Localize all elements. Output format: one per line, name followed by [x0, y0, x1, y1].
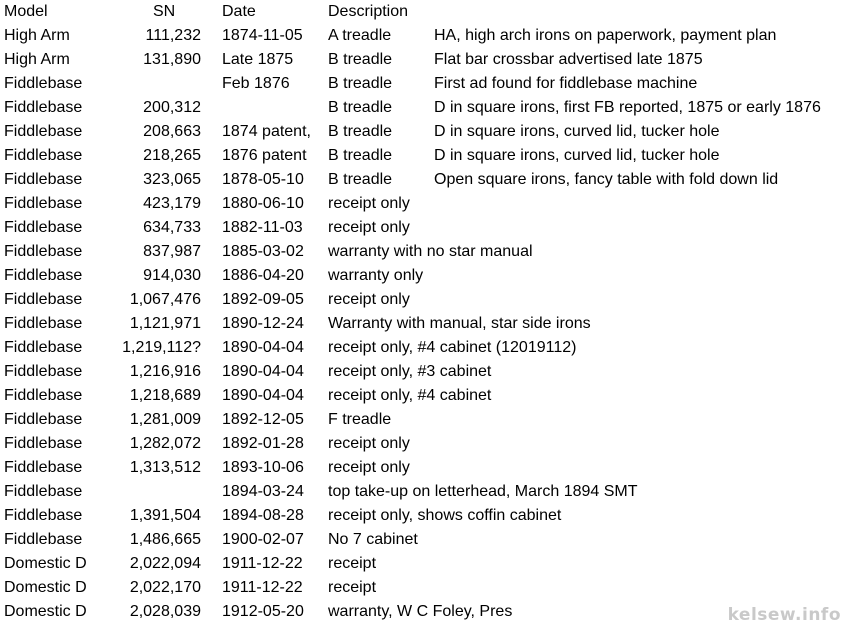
table-row	[0, 144, 857, 168]
cell-model: Fiddlebase	[4, 219, 83, 236]
cell-model: High Arm	[4, 51, 70, 68]
cell-date: 1890-04-04	[222, 387, 304, 404]
cell-date: 1900-02-07	[222, 531, 304, 548]
cell-description: warranty only	[328, 267, 424, 284]
cell-date: 1894-08-28	[222, 507, 304, 524]
table-row	[0, 48, 857, 72]
table-row	[0, 216, 857, 240]
cell-model: Fiddlebase	[4, 363, 83, 380]
cell-date: 1880-06-10	[222, 195, 304, 212]
table-row	[0, 456, 857, 480]
cell-model: Fiddlebase	[4, 99, 83, 116]
cell-sn: 2,022,094	[129, 555, 201, 572]
cell-description: receipt only, #3 cabinet	[328, 363, 492, 380]
watermark: kelsew.info	[727, 605, 841, 625]
cell-sn: 1,067,476	[129, 291, 201, 308]
cell-description: receipt only	[328, 219, 410, 236]
cell-sn: 1,281,009	[129, 411, 201, 428]
table-row	[0, 120, 857, 144]
header-model: Model	[4, 3, 48, 20]
cell-sn: 1,282,072	[129, 435, 201, 452]
cell-date: 1890-04-04	[222, 339, 304, 356]
cell-sn: 1,216,916	[129, 363, 201, 380]
cell-sn: 1,218,689	[129, 387, 201, 404]
cell-description: Warranty with manual, star side irons	[328, 315, 591, 332]
cell-description: B treadle	[328, 51, 393, 68]
header-description: Description	[328, 3, 409, 20]
table-row	[0, 192, 857, 216]
cell-model: Fiddlebase	[4, 267, 83, 284]
cell-description: receipt only	[328, 195, 410, 212]
cell-notes: First ad found for fiddlebase machine	[434, 75, 698, 92]
cell-sn: 131,890	[143, 51, 201, 68]
cell-description: warranty, W C Foley, Pres	[328, 603, 513, 620]
cell-date: 1874 patent,	[222, 123, 311, 140]
cell-sn: 1,391,504	[129, 507, 201, 524]
cell-date: 1893-10-06	[222, 459, 304, 476]
cell-description: A treadle	[328, 27, 392, 44]
cell-sn: 208,663	[143, 123, 201, 140]
cell-date: 1892-12-05	[222, 411, 304, 428]
cell-model: Fiddlebase	[4, 531, 83, 548]
cell-description: B treadle	[328, 171, 393, 188]
table-row	[0, 552, 857, 576]
cell-date: 1878-05-10	[222, 171, 304, 188]
cell-date: 1876 patent	[222, 147, 307, 164]
cell-sn: 111,232	[145, 27, 201, 44]
header-sn: SN	[153, 3, 176, 20]
cell-model: Fiddlebase	[4, 411, 83, 428]
cell-model: Domestic D	[4, 555, 87, 572]
table-row	[0, 360, 857, 384]
cell-description: receipt only	[328, 459, 410, 476]
cell-model: Fiddlebase	[4, 435, 83, 452]
cell-date: 1911-12-22	[222, 555, 303, 572]
cell-date: 1882-11-03	[222, 219, 303, 236]
table-row	[0, 288, 857, 312]
cell-date: 1892-01-28	[222, 435, 304, 452]
cell-description: receipt only, #4 cabinet (12019112)	[328, 339, 577, 356]
cell-model: Domestic D	[4, 579, 87, 596]
cell-model: Fiddlebase	[4, 459, 83, 476]
table-row	[0, 168, 857, 192]
table-row	[0, 528, 857, 552]
cell-date: 1912-05-20	[222, 603, 304, 620]
table-row	[0, 384, 857, 408]
cell-model: Fiddlebase	[4, 339, 83, 356]
table-row	[0, 336, 857, 360]
cell-sn: 914,030	[143, 267, 201, 284]
cell-model: Fiddlebase	[4, 75, 83, 92]
table-row	[0, 240, 857, 264]
cell-notes: Flat bar crossbar advertised late 1875	[434, 51, 703, 68]
cell-notes: D in square irons, curved lid, tucker hole	[434, 123, 720, 140]
cell-notes: Open square irons, fancy table with fold down lid	[434, 171, 779, 188]
cell-description: B treadle	[328, 99, 393, 116]
cell-date: 1874-11-05	[222, 27, 303, 44]
header-date: Date	[222, 3, 256, 20]
cell-description: receipt only, #4 cabinet	[328, 387, 492, 404]
cell-model: Domestic D	[4, 603, 87, 620]
table-row	[0, 72, 857, 96]
cell-model: High Arm	[4, 27, 70, 44]
cell-model: Fiddlebase	[4, 291, 83, 308]
cell-sn: 1,121,971	[129, 315, 201, 332]
cell-model: Fiddlebase	[4, 147, 83, 164]
table-row	[0, 24, 857, 48]
table-row	[0, 408, 857, 432]
cell-model: Fiddlebase	[4, 195, 83, 212]
cell-description: receipt only	[328, 435, 410, 452]
cell-date: Feb 1876	[222, 75, 290, 92]
table-row	[0, 576, 857, 600]
cell-sn: 218,265	[143, 147, 201, 164]
cell-sn: 634,733	[143, 219, 201, 236]
cell-model: Fiddlebase	[4, 387, 83, 404]
cell-model: Fiddlebase	[4, 123, 83, 140]
cell-sn: 423,179	[143, 195, 201, 212]
cell-date: 1894-03-24	[222, 483, 304, 500]
cell-description: B treadle	[328, 75, 393, 92]
cell-sn: 1,313,512	[129, 459, 201, 476]
cell-date: 1890-04-04	[222, 363, 304, 380]
cell-date: 1911-12-22	[222, 579, 303, 596]
cell-date: 1885-03-02	[222, 243, 304, 260]
cell-notes: D in square irons, curved lid, tucker hole	[434, 147, 720, 164]
cell-notes: HA, high arch irons on paperwork, payment plan	[434, 27, 777, 44]
cell-date: Late 1875	[222, 51, 294, 68]
cell-model: Fiddlebase	[4, 315, 83, 332]
table-row	[0, 312, 857, 336]
cell-date: 1892-09-05	[222, 291, 304, 308]
table-row	[0, 432, 857, 456]
table-row	[0, 504, 857, 528]
cell-model: Fiddlebase	[4, 507, 83, 524]
cell-sn: 200,312	[143, 99, 201, 116]
cell-model: Fiddlebase	[4, 483, 83, 500]
cell-sn: 1,219,112?	[122, 339, 201, 356]
table-row	[0, 264, 857, 288]
table-row	[0, 480, 857, 504]
cell-description: F treadle	[328, 411, 392, 428]
cell-notes: D in square irons, first FB reported, 1875 or early 1876	[434, 99, 821, 116]
cell-sn: 2,028,039	[129, 603, 201, 620]
cell-date: 1886-04-20	[222, 267, 304, 284]
cell-model: Fiddlebase	[4, 171, 83, 188]
cell-description: receipt	[328, 579, 377, 596]
cell-description: top take-up on letterhead, March 1894 SMT	[328, 483, 638, 500]
cell-date: 1890-12-24	[222, 315, 304, 332]
header-row	[0, 0, 857, 24]
cell-description: warranty with no star manual	[328, 243, 533, 260]
cell-description: B treadle	[328, 123, 393, 140]
table-row	[0, 96, 857, 120]
cell-description: No 7 cabinet	[328, 531, 418, 548]
cell-sn: 323,065	[143, 171, 201, 188]
cell-description: receipt only, shows coffin cabinet	[328, 507, 562, 524]
cell-description: receipt	[328, 555, 377, 572]
cell-description: receipt only	[328, 291, 410, 308]
cell-description: B treadle	[328, 147, 393, 164]
cell-model: Fiddlebase	[4, 243, 83, 260]
cell-sn: 2,022,170	[129, 579, 201, 596]
cell-sn: 837,987	[143, 243, 201, 260]
cell-sn: 1,486,665	[129, 531, 201, 548]
